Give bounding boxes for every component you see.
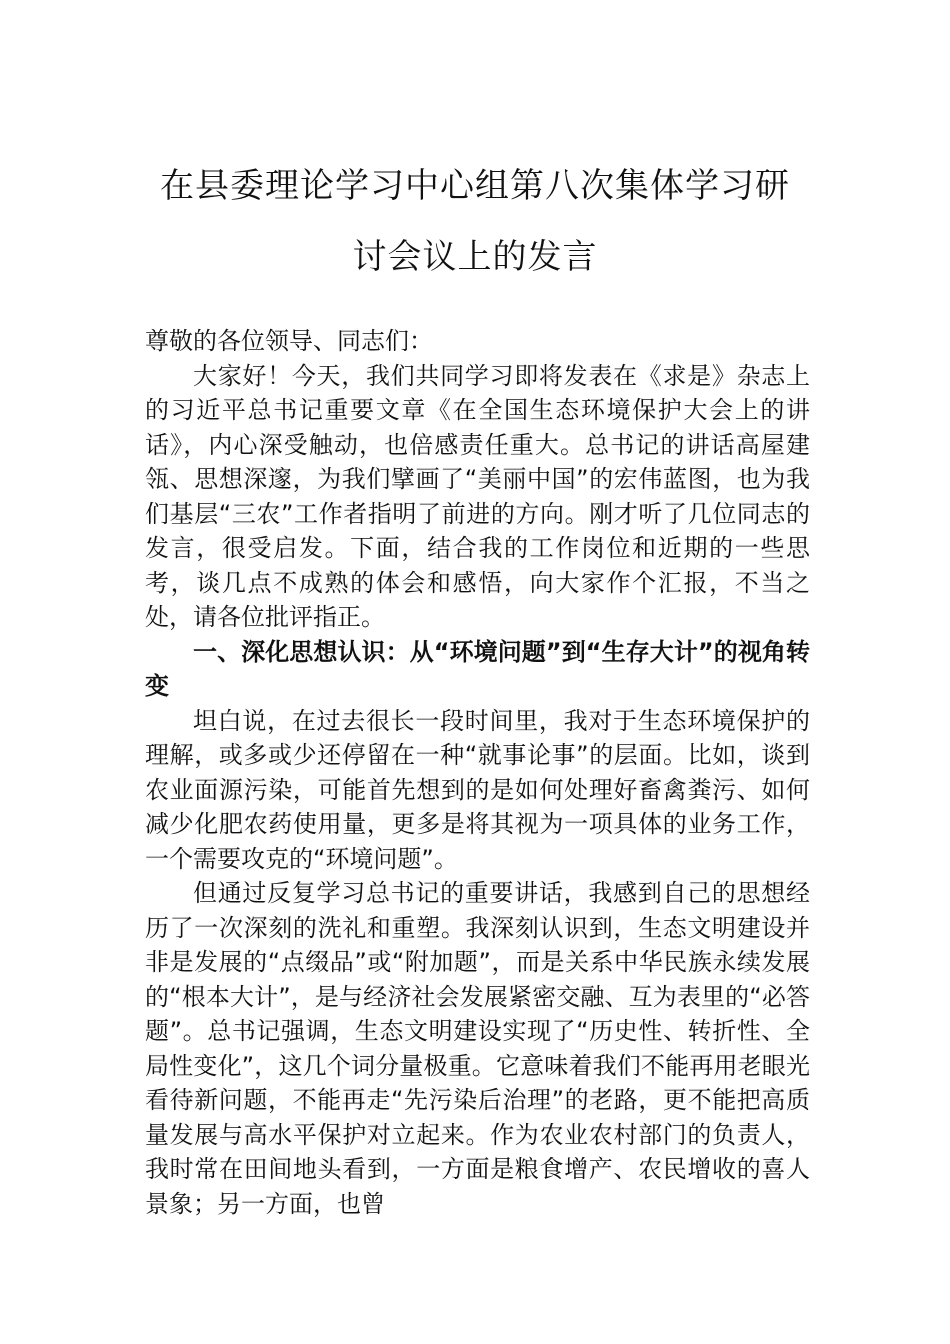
paragraph-insight: 但通过反复学习总书记的重要讲话，我感到自己的思想经历了一次深刻的洗礼和重塑。我深刻认识到，生态文明建设并非是发展的“点缀品”或“附加题”，而是关系中华民族永续发展的“根本大计”，是与经济社会发展紧密交融、互为表里的“必答题”。总书记强调，生态文明建设实现了“历史性、转折性、全局性变化”，这几个词分量极重。它意味着我们不能再用老眼光看待新问题，不能再走“先污染后治理”的老路，更不能把高质量发展与高水平保护对立起来。作为农业农村部门的负责人，我时常在田间地头看到，一方面是粮食增产、农民增收的喜人景象；另一方面，也曾 bbox=[145, 879, 810, 1218]
section-heading-1: 一、深化思想认识：从“环境问题”到“生存大计”的视角转变 bbox=[145, 637, 810, 700]
paragraph-opening: 大家好！今天，我们共同学习即将发表在《求是》杂志上的习近平总书记重要文章《在全国生态环境保护大会上的讲话》，内心深受触动，也倍感责任重大。总书记的讲话高屋建瓴、思想深邃，为我们擘画了“美丽中国”的宏伟蓝图，也为我们基层“三农”工作者指明了前进的方向。刚才听了几位同志的发言，很受启发。下面，结合我的工作岗位和近期的一些思考，谈几点不成熟的体会和感悟，向大家作个汇报，不当之处，请各位批评指正。 bbox=[145, 361, 810, 631]
salutation: 尊敬的各位领导、同志们： bbox=[145, 327, 433, 355]
document-title-line-2: 讨会议上的发言 bbox=[352, 237, 598, 277]
document-title-line-1: 在县委理论学习中心组第八次集体学习研 bbox=[160, 166, 790, 206]
document-body bbox=[145, 324, 810, 1221]
paragraph-reflection: 坦白说，在过去很长一段时间里，我对于生态环境保护的理解，或多或少还停留在一种“就事论事”的层面。比如，谈到农业面源污染，可能首先想到的是如何处理好畜禽粪污、如何减少化肥农药使用量，更多是将其视为一项具体的业务工作，一个需要攻克的“环境问题”。 bbox=[145, 706, 810, 873]
